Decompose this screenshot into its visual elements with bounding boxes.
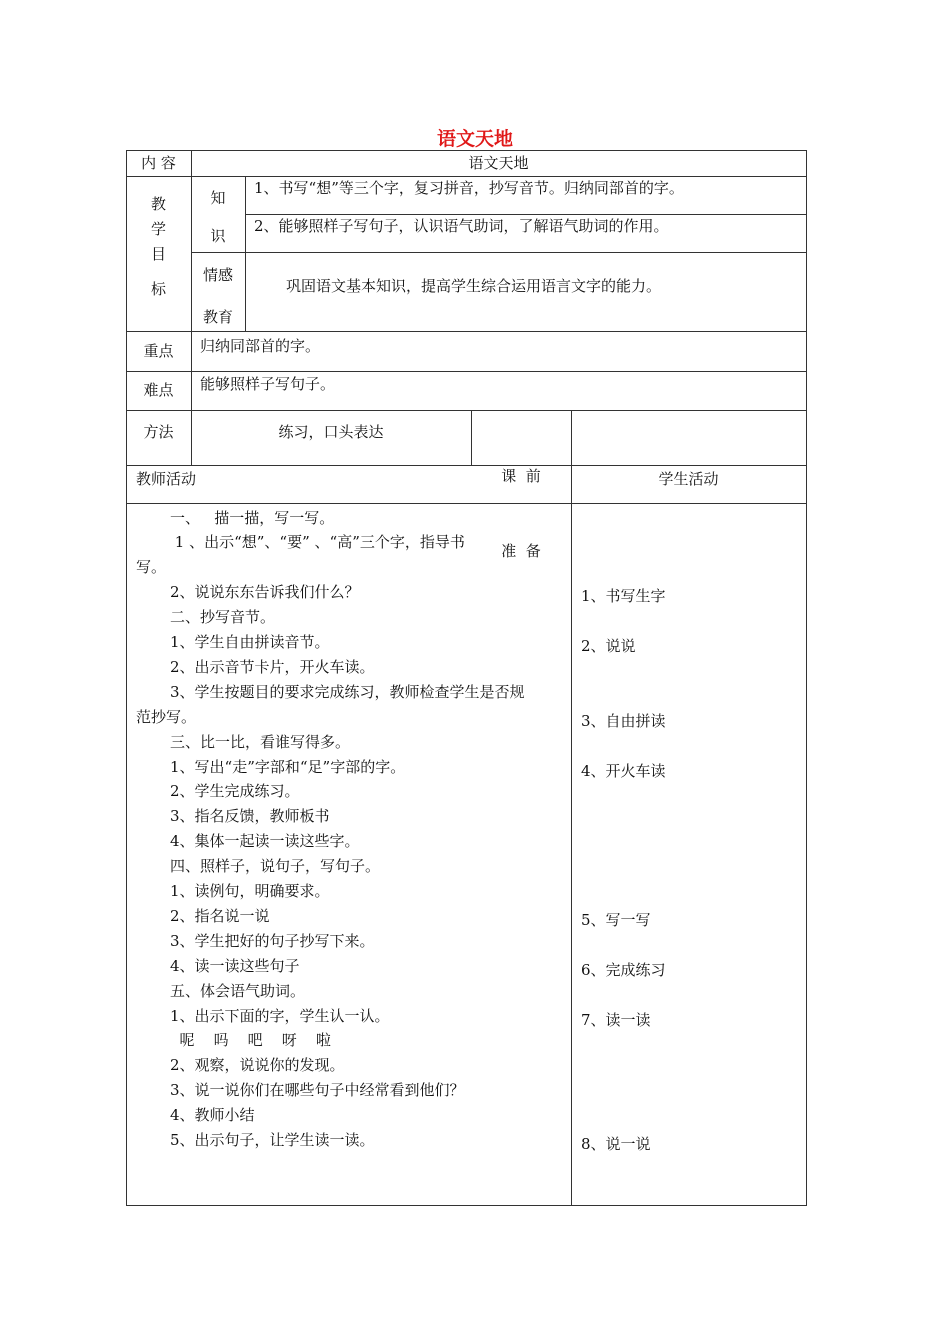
teacher-line: 3、学生把好的句子抄写下来。 [170, 932, 375, 950]
teacher-line: 1、出示下面的字，学生认一认。 [170, 1007, 390, 1025]
teacher-line: 四、照样子，说句子，写句子。 [170, 857, 381, 875]
teacher-line: 1、读例句，明确要求。 [170, 882, 330, 900]
student-line: 7、读一读 [581, 1011, 651, 1029]
teacher-line: 3、指名反馈，教师板书 [170, 807, 330, 825]
teacher-line: 4、读一读这些句子 [170, 957, 300, 975]
teacher-line: 4、集体一起读一读这些字。 [170, 832, 360, 850]
teacher-line: 呢 吗 吧 呀 啦 [170, 1031, 331, 1049]
teacher-line: 一、 描一描，写一写。 [170, 509, 335, 527]
teacher-line: 写。 [136, 558, 167, 576]
key-point-label: 重点 [143, 342, 174, 360]
teacher-line: 五、体会语气助词。 [170, 982, 306, 1000]
emotion-text: 巩固语文基本知识，提高学生综合运用语言文字的能力。 [286, 277, 662, 295]
student-line: 8、说一说 [581, 1135, 651, 1153]
student-activities-header: 学生活动 [658, 470, 719, 488]
teacher-line: 三、比一比，看谁写得多。 [170, 733, 351, 751]
key-point-text: 归纳同部首的字。 [200, 337, 321, 355]
teacher-line: 4、教师小结 [170, 1106, 255, 1124]
teacher-line: 2、观察，说说你的发现。 [170, 1056, 345, 1074]
method-text: 练习，口头表达 [278, 423, 384, 441]
student-line: 4、开火车读 [581, 762, 666, 780]
teacher-line: 2、指名说一说 [170, 907, 270, 925]
teacher-line: 范抄写。 [136, 708, 197, 726]
teacher-line: 2、说说东东告诉我们什么？ [170, 583, 360, 601]
teacher-line: 1、学生自由拼读音节。 [170, 633, 330, 651]
difficulty-text: 能够照样子写句子。 [200, 375, 336, 393]
teacher-line: 5、出示句子，让学生读一读。 [170, 1131, 375, 1149]
student-line: 1、书写生字 [581, 587, 666, 605]
teacher-line: 1、写出“走”字部和“足”字部的字。 [170, 758, 406, 776]
objectives-label: 教 学 目 标 [150, 195, 166, 298]
knowledge-label: 知 识 [210, 189, 226, 245]
knowledge-item-1: 1、书写“想”等三个字，复习拼音，抄写音节。归纳同部首的字。 [254, 179, 684, 197]
teacher-line: 2、出示音节卡片，开火车读。 [170, 658, 375, 676]
teacher-line: 2、学生完成练习。 [170, 782, 300, 800]
teacher-line: 二、抄写音节。 [170, 608, 276, 626]
student-line: 6、完成练习 [581, 961, 666, 979]
page-title: 语文天地 [436, 128, 513, 150]
emotion-label: 情感 教育 [202, 266, 233, 326]
student-line: 3、自由拼读 [581, 712, 666, 730]
student-line: 2、说说 [581, 637, 636, 655]
content-value: 语文天地 [468, 154, 529, 172]
method-label: 方法 [143, 423, 174, 441]
teacher-line: 3、说一说你们在哪些句子中经常看到他们？ [170, 1081, 465, 1099]
content-label: 内 容 [141, 154, 176, 172]
prep-label: 课 前 准 备 [501, 467, 541, 560]
teacher-line: 3、学生按题目的要求完成练习，教师检查学生是否规 [170, 683, 525, 701]
difficulty-label: 难点 [143, 381, 174, 399]
student-line: 5、写一写 [581, 911, 651, 929]
knowledge-item-2: 2、能够照样子写句子，认识语气助词，了解语气助词的作用。 [254, 217, 669, 235]
teacher-activities-header: 教师活动 [136, 470, 197, 488]
teacher-line: 1 、出示“想”、“要” 、“高”三个字，指导书 [170, 533, 465, 551]
